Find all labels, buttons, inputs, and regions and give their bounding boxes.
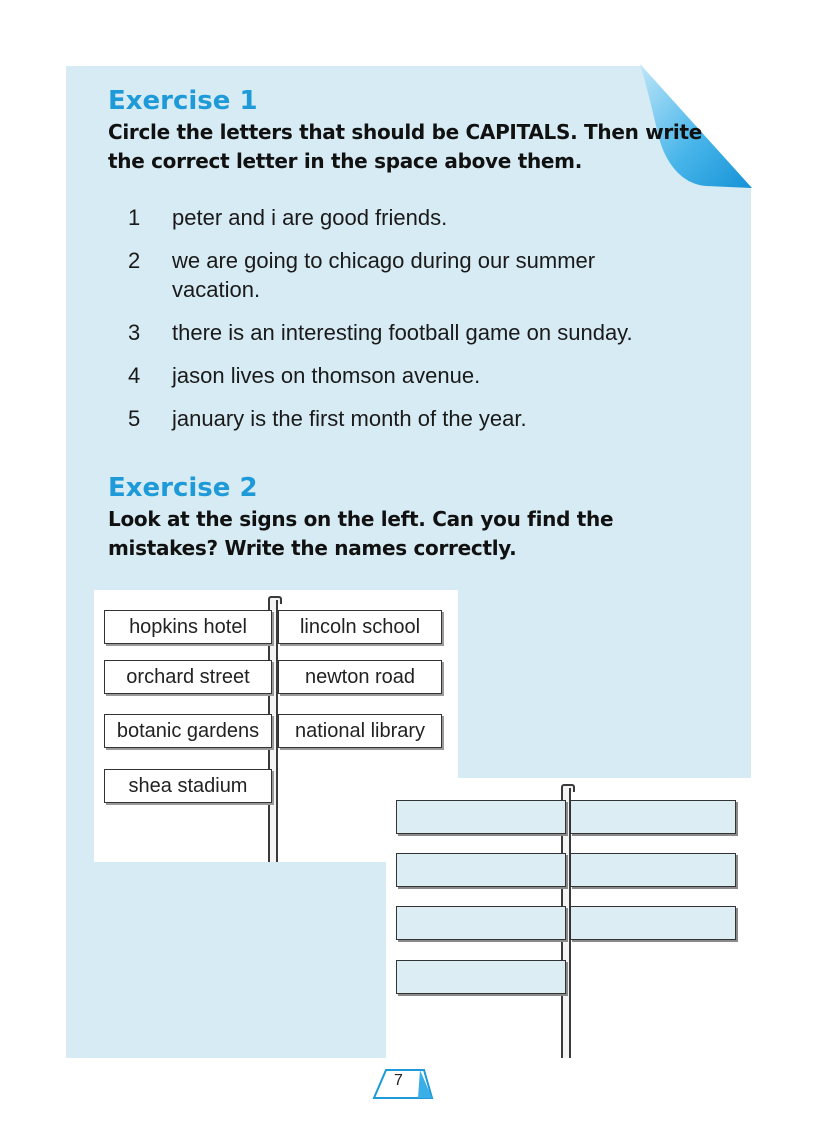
exercise2-instruction: [108, 505, 613, 563]
page-tab-icon: [372, 1066, 436, 1102]
item-number: 1: [128, 205, 141, 230]
instruction-line: Circle the letters that should be CAPITALS. Then write: [108, 120, 703, 144]
list-item: [128, 318, 668, 347]
item-number: 2: [128, 248, 141, 273]
sign-left: orchard street: [104, 660, 272, 694]
answer-sign-blank[interactable]: [396, 853, 566, 887]
sign-right: lincoln school: [278, 610, 442, 644]
exercise1-instruction: [108, 118, 702, 176]
page-number: [372, 1066, 436, 1102]
item-text: january is the first month of the year.: [172, 406, 527, 431]
sign-right: national library: [278, 714, 442, 748]
exercise2-title: Exercise 2: [108, 473, 258, 503]
sign-left: shea stadium: [104, 769, 272, 803]
answer-sign-blank[interactable]: [396, 960, 566, 994]
sign-left: botanic gardens: [104, 714, 272, 748]
page-number-text: 7: [394, 1072, 403, 1089]
sign-right: newton road: [278, 660, 442, 694]
item-number: 3: [128, 320, 141, 345]
list-item: [128, 203, 668, 232]
answer-sign-blank[interactable]: [570, 906, 736, 940]
instruction-line: the correct letter in the space above them.: [108, 149, 583, 173]
item-text: jason lives on thomson avenue.: [172, 363, 481, 388]
signpost-answer: [386, 778, 751, 1058]
list-item: [128, 404, 668, 433]
list-item: [128, 361, 668, 390]
answer-sign-blank[interactable]: [396, 906, 566, 940]
instruction-line: mistakes? Write the names correctly.: [108, 536, 517, 560]
sign-left: hopkins hotel: [104, 610, 272, 644]
answer-sign-blank[interactable]: [396, 800, 566, 834]
item-number: 4: [128, 363, 141, 388]
item-number: 5: [128, 406, 141, 431]
instruction-line: Look at the signs on the left. Can you find the: [108, 507, 614, 531]
item-text: there is an interesting football game on sunday.: [172, 320, 633, 345]
exercise1-title: Exercise 1: [108, 86, 258, 116]
answer-sign-blank[interactable]: [570, 853, 736, 887]
item-text: we are going to chicago during our summer vacation.: [172, 248, 596, 302]
list-item: [128, 246, 668, 304]
item-text: peter and i are good friends.: [172, 205, 448, 230]
exercise1-list: [128, 203, 668, 447]
answer-sign-blank[interactable]: [570, 800, 736, 834]
